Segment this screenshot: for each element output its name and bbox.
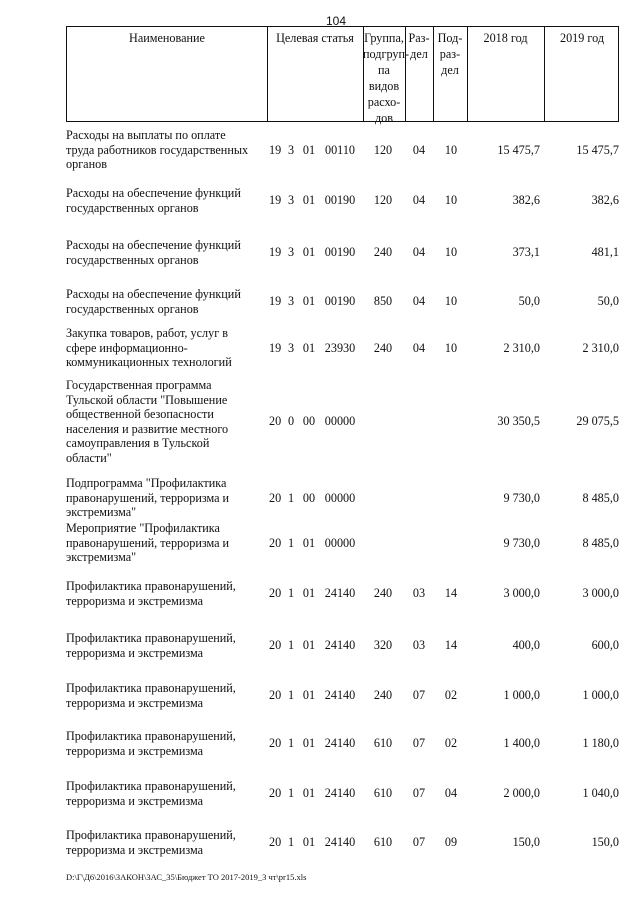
row-name-line: терроризма и экстремизма [66, 842, 204, 857]
amount-2018: 400,0 [512, 638, 540, 653]
row-name [66, 779, 266, 808]
amount-2019: 1 040,0 [582, 786, 619, 801]
code-direction: 00000 [324, 490, 356, 505]
amount-2018: 9 730,0 [503, 535, 540, 550]
row-name-line: Профилактика правонарушений, [66, 681, 236, 695]
row-name-line: труда работников государственных [66, 142, 249, 157]
row-name-line: Закупка товаров, работ, услуг в [66, 326, 228, 340]
subsection-code: 14 [444, 586, 458, 601]
header-2018: 2018 год [483, 31, 528, 45]
code-direction: 24140 [324, 586, 356, 601]
row-name-line: Расходы на обеспечение функций [66, 186, 241, 200]
code-direction: 00000 [324, 414, 356, 429]
row-name-line: терроризма и экстремизма [66, 695, 204, 710]
header-name: Наименование [129, 31, 205, 45]
expense-group: 240 [373, 245, 393, 260]
code-main-event: 01 [302, 142, 316, 157]
code-subprogram: 3 [287, 294, 295, 309]
row-name [66, 476, 266, 520]
header-group-line: подгруп- [363, 47, 410, 61]
code-direction: 24140 [324, 638, 356, 653]
code-program: 19 [269, 245, 282, 260]
code-program: 20 [269, 835, 282, 850]
header-2019: 2019 год [559, 31, 605, 45]
section-code: 04 [412, 193, 426, 208]
header-subsection-line: Под- [437, 31, 463, 45]
code-main-event: 01 [302, 245, 316, 260]
code-main-event: 01 [302, 688, 316, 703]
row-name-line: сфере информационно- [66, 340, 188, 355]
row-name-line: общественной безопасности [66, 407, 214, 421]
code-direction: 23930 [324, 340, 356, 355]
code-subprogram: 1 [287, 638, 295, 653]
code-direction: 24140 [324, 835, 356, 850]
header-group [363, 30, 410, 126]
row-name-line: населения и развитие местного [66, 421, 229, 436]
subsection-code: 09 [444, 835, 458, 850]
code-subprogram: 1 [287, 586, 295, 601]
code-direction: 00110 [324, 142, 356, 157]
header-subsection-line: раз- [439, 47, 461, 61]
row-name-line: Расходы на выплаты по оплате [66, 128, 226, 142]
code-subprogram: 1 [287, 490, 295, 505]
subsection-code: 04 [444, 786, 458, 801]
section-code: 07 [412, 786, 426, 801]
code-main-event: 01 [302, 535, 316, 550]
amount-2019: 3 000,0 [582, 586, 619, 601]
code-direction: 24140 [324, 736, 356, 751]
section-code: 04 [412, 245, 426, 260]
row-name-line: области" [66, 450, 112, 465]
code-program: 19 [269, 340, 282, 355]
row-name [66, 729, 266, 758]
subsection-code: 14 [444, 638, 458, 653]
subsection-code: 02 [444, 688, 458, 703]
row-name-line: государственных органов [66, 301, 199, 316]
amount-2019: 15 475,7 [576, 142, 619, 157]
row-name-line: Подпрограмма "Профилактика [66, 476, 227, 490]
row-name-line: Расходы на обеспечение функций [66, 287, 241, 301]
amount-2019: 50,0 [597, 294, 619, 309]
subsection-code: 10 [444, 193, 458, 208]
code-main-event: 01 [302, 193, 316, 208]
section-code: 07 [412, 736, 426, 751]
row-name-line: экстремизма" [66, 505, 137, 519]
header-section [405, 30, 433, 62]
amount-2019: 1 000,0 [582, 688, 619, 703]
expense-group: 320 [373, 638, 393, 653]
row-name [66, 287, 266, 316]
code-program: 20 [269, 586, 282, 601]
row-name-line: экстремизма" [66, 550, 137, 564]
code-direction: 24140 [324, 688, 356, 703]
code-direction: 00190 [324, 193, 356, 208]
row-name-line: самоуправления в Тульской [66, 436, 210, 450]
header-group-line: дов [374, 111, 394, 125]
row-name-line: Мероприятие "Профилактика [66, 521, 220, 535]
code-main-event: 00 [302, 490, 316, 505]
header-group-line: па [378, 63, 390, 77]
section-code: 04 [412, 142, 426, 157]
row-name-line: Профилактика правонарушений, [66, 631, 236, 645]
amount-2019: 2 310,0 [582, 340, 619, 355]
row-name-line: правонарушений, терроризма и [66, 535, 230, 550]
row-name [66, 326, 266, 370]
code-main-event: 01 [302, 586, 316, 601]
amount-2019: 600,0 [591, 638, 619, 653]
expense-group: 610 [373, 835, 393, 850]
section-code: 07 [412, 688, 426, 703]
row-name [66, 186, 266, 215]
amount-2018: 382,6 [512, 193, 540, 208]
code-main-event: 00 [302, 414, 316, 429]
code-program: 20 [269, 414, 282, 429]
amount-2019: 150,0 [591, 835, 619, 850]
code-direction: 00000 [324, 535, 356, 550]
amount-2018: 50,0 [518, 294, 540, 309]
amount-2019: 8 485,0 [582, 490, 619, 505]
table-header [66, 26, 619, 125]
amount-2018: 30 350,5 [497, 414, 540, 429]
code-program: 20 [269, 490, 282, 505]
amount-2018: 150,0 [512, 835, 540, 850]
header-target: Целевая статья [276, 31, 354, 45]
code-subprogram: 3 [287, 142, 295, 157]
code-main-event: 01 [302, 736, 316, 751]
code-program: 20 [269, 688, 282, 703]
code-program: 19 [269, 142, 282, 157]
code-program: 19 [269, 294, 282, 309]
code-main-event: 01 [302, 835, 316, 850]
expense-group: 240 [373, 340, 393, 355]
section-code: 03 [412, 586, 426, 601]
row-name-line: Профилактика правонарушений, [66, 579, 236, 593]
header-group-line: Группа, [364, 31, 404, 45]
expense-group: 850 [373, 294, 393, 309]
row-name-line: терроризма и экстремизма [66, 793, 204, 808]
expense-group: 610 [373, 736, 393, 751]
code-subprogram: 1 [287, 535, 295, 550]
subsection-code: 10 [444, 245, 458, 260]
code-direction: 00190 [324, 294, 356, 309]
code-direction: 00190 [324, 245, 356, 260]
subsection-code: 10 [444, 294, 458, 309]
header-section-line: дел [410, 47, 428, 61]
code-main-event: 01 [302, 786, 316, 801]
row-name [66, 681, 266, 710]
row-name-line: Профилактика правонарушений, [66, 779, 236, 793]
amount-2018: 2 000,0 [503, 786, 540, 801]
row-name [66, 238, 266, 267]
amount-2018: 15 475,7 [497, 142, 540, 157]
code-program: 19 [269, 193, 282, 208]
amount-2019: 481,1 [591, 245, 619, 260]
row-name [66, 579, 266, 608]
row-name-line: государственных органов [66, 252, 199, 267]
code-direction: 24140 [324, 786, 356, 801]
code-program: 20 [269, 638, 282, 653]
code-subprogram: 0 [287, 414, 295, 429]
code-subprogram: 1 [287, 835, 295, 850]
header-section-line: Раз- [408, 31, 430, 45]
expense-group: 120 [373, 142, 393, 157]
code-subprogram: 1 [287, 688, 295, 703]
code-program: 20 [269, 736, 282, 751]
row-name-line: органов [66, 157, 107, 171]
row-name-line: терроризма и экстремизма [66, 645, 204, 660]
amount-2019: 382,6 [591, 193, 619, 208]
header-subsection [433, 30, 467, 78]
amount-2018: 373,1 [512, 245, 540, 260]
row-name-line: терроризма и экстремизма [66, 593, 204, 608]
row-name-line: коммуникационных технологий [66, 355, 232, 369]
code-main-event: 01 [302, 638, 316, 653]
code-main-event: 01 [302, 294, 316, 309]
row-name-line: Профилактика правонарушений, [66, 828, 236, 842]
row-name-line: правонарушений, терроризма и [66, 490, 230, 505]
amount-2018: 1 000,0 [503, 688, 540, 703]
code-subprogram: 3 [287, 245, 295, 260]
row-name [66, 631, 266, 660]
amount-2019: 8 485,0 [582, 535, 619, 550]
row-name-line: Государственная программа [66, 378, 212, 392]
subsection-code: 10 [444, 142, 458, 157]
amount-2018: 3 000,0 [503, 586, 540, 601]
section-code: 04 [412, 340, 426, 355]
amount-2018: 9 730,0 [503, 490, 540, 505]
code-program: 20 [269, 786, 282, 801]
row-name-line: терроризма и экстремизма [66, 743, 204, 758]
code-subprogram: 3 [287, 340, 295, 355]
amount-2018: 1 400,0 [503, 736, 540, 751]
row-name-line: государственных органов [66, 200, 199, 215]
expense-group: 120 [373, 193, 393, 208]
row-name [66, 521, 266, 565]
amount-2019: 29 075,5 [576, 414, 619, 429]
section-code: 04 [412, 294, 426, 309]
code-program: 20 [269, 535, 282, 550]
code-main-event: 01 [302, 340, 316, 355]
row-name-line: Тульской области "Повышение [66, 392, 228, 407]
expense-group: 610 [373, 786, 393, 801]
code-subprogram: 1 [287, 736, 295, 751]
amount-2018: 2 310,0 [503, 340, 540, 355]
section-code: 07 [412, 835, 426, 850]
row-name-line: Профилактика правонарушений, [66, 729, 236, 743]
subsection-code: 02 [444, 736, 458, 751]
expense-group: 240 [373, 688, 393, 703]
header-subsection-line: дел [441, 63, 459, 77]
amount-2019: 1 180,0 [582, 736, 619, 751]
code-subprogram: 3 [287, 193, 295, 208]
expense-group: 240 [373, 586, 393, 601]
header-group-line: видов [368, 79, 400, 93]
page-number: 104 [326, 14, 347, 28]
code-subprogram: 1 [287, 786, 295, 801]
row-name [66, 128, 266, 172]
row-name-line: Расходы на обеспечение функций [66, 238, 241, 252]
row-name [66, 378, 266, 465]
file-path: D:\Г\Д6\2016\ЗАКОН\ЗАС_35\Бюджет ТО 2017-2019_3 чт\pr15.xls [66, 872, 307, 882]
header-group-line: расхо- [367, 95, 401, 109]
section-code: 03 [412, 638, 426, 653]
subsection-code: 10 [444, 340, 458, 355]
row-name [66, 828, 266, 857]
